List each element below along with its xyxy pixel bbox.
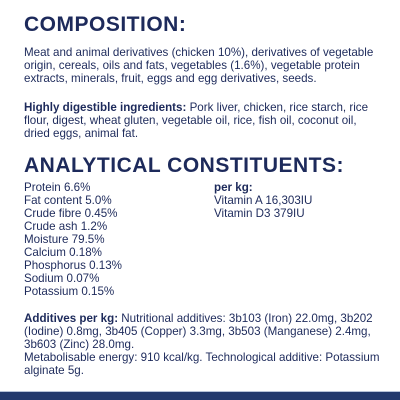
composition-heading: COMPOSITION: xyxy=(24,13,187,36)
energy-paragraph: Metabolisable energy: 910 kcal/kg. Technological additive: Potassium alginate 5g. xyxy=(24,351,380,377)
per-kg-heading: per kg: xyxy=(214,181,253,194)
analytical-heading: ANALYTICAL CONSTITUENTS: xyxy=(24,154,345,177)
constituent-item: Moisture 79.5% xyxy=(24,233,105,246)
bottom-bar xyxy=(0,391,400,400)
vitamin-item: Vitamin D3 379IU xyxy=(214,207,305,220)
bottom-bar-divider xyxy=(0,391,400,392)
additives-text: Nutritional additives: 3b103 (Iron) 22.0mg, 3b202 (Iodine) 0.8mg, 3b405 (Copper) 3.3mg, 3b503 (Manganese) 2.4mg, 3b603 (Zinc) 28.0mg. xyxy=(24,312,373,351)
constituent-item: Protein 6.6% xyxy=(24,181,91,194)
constituent-item: Crude ash 1.2% xyxy=(24,220,108,233)
constituent-item: Crude fibre 0.45% xyxy=(24,207,118,220)
highly-digestible-paragraph xyxy=(24,101,384,140)
vitamin-item: Vitamin A 16,303IU xyxy=(214,194,313,207)
additives-paragraph xyxy=(24,312,384,351)
per-kg-list xyxy=(214,181,312,220)
additives-label: Additives per kg: xyxy=(24,312,119,325)
composition-text: Meat and animal derivatives (chicken 10%), derivatives of vegetable origin, cereals, oils and fats, vegetables (1.6%), vegetable protein extracts, minerals, fruit, eggs and egg derivatives, seeds. xyxy=(24,46,374,85)
highly-digestible-text: Pork liver, chicken, rice starch, rice flour, digest, wheat gluten, vegetable oil, rice, fish oil, coconut oil, dried eggs, animal fat. xyxy=(24,101,369,140)
constituent-item: Potassium 0.15% xyxy=(24,285,115,298)
constituent-item: Sodium 0.07% xyxy=(24,272,100,285)
analytical-constituents-list xyxy=(24,181,122,298)
constituent-item: Calcium 0.18% xyxy=(24,246,102,259)
highly-digestible-label: Highly digestible ingredients: xyxy=(24,101,187,114)
constituent-item: Phosphorus 0.13% xyxy=(24,259,122,272)
constituent-item: Fat content 5.0% xyxy=(24,194,112,207)
